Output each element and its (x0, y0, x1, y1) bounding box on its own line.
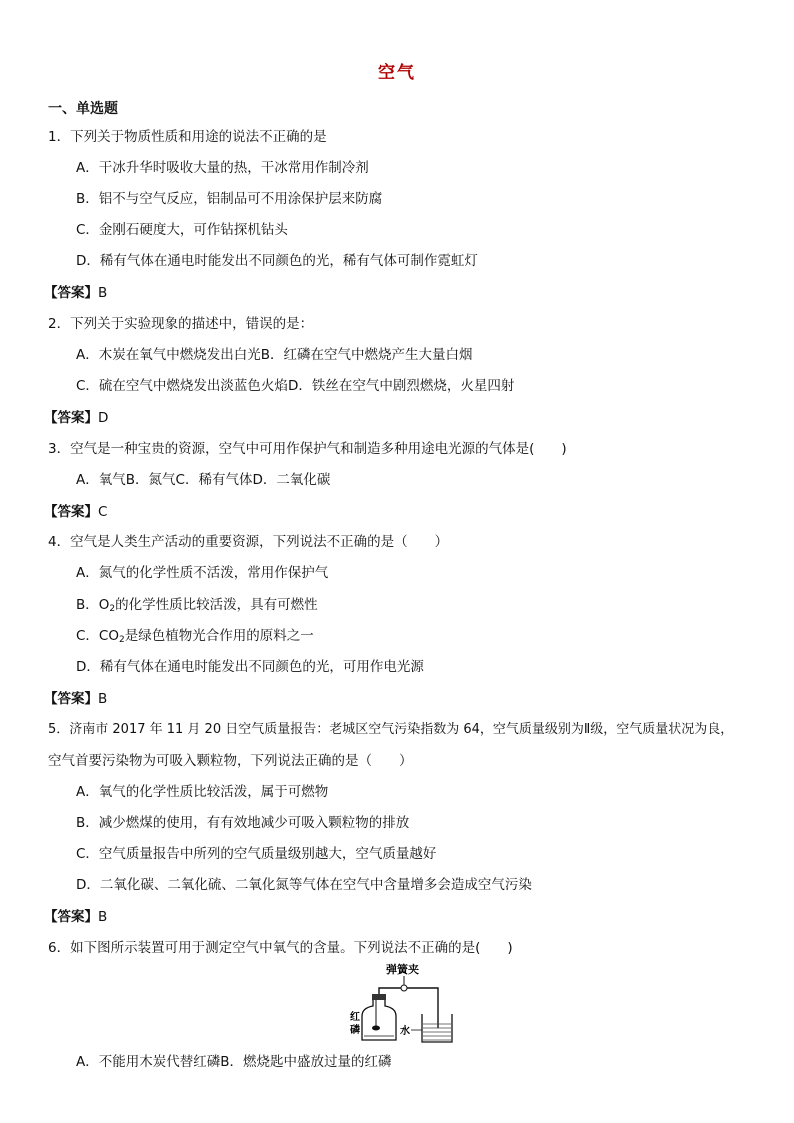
connecting-tube (379, 988, 438, 1028)
phosphorus-label-2: 磷 (350, 1025, 360, 1036)
question-3-option-c: C．稀有气体 (175, 472, 253, 488)
answer-label: 【答案】 (44, 909, 98, 925)
section-heading: 一、单选题 (48, 101, 118, 117)
question-4-option-b (76, 596, 318, 618)
question-6-option-b: B．燃烧匙中盛放过量的红磷 (220, 1054, 392, 1070)
question-5-option-b: B．减少燃煤的使用，有有效地减少可吸入颗粒物的排放 (76, 815, 410, 831)
question-4-stem: 4．空气是人类生产活动的重要资源，下列说法不正确的是（ ） (48, 534, 449, 550)
question-3-option-a: A．氧气 (76, 472, 126, 488)
question-2-stem: 2．下列关于实验现象的描述中，错误的是： (48, 316, 314, 332)
answer-label: 【答案】 (44, 691, 98, 707)
question-5-option-a: A．氧气的化学性质比较活泼，属于可燃物 (76, 784, 329, 800)
option-b-text: 的化学性质比较活泼，具有可燃性 (115, 597, 318, 613)
clamp-label: 弹簧夹 (386, 963, 419, 976)
question-4-option-d: D．稀有气体在通电时能发出不同颜色的光，可用作电光源 (76, 659, 424, 675)
question-3-option-d: D．二氧化碳 (252, 472, 331, 488)
question-2-option-d: D．铁丝在空气中剧烈燃烧，火星四射 (287, 378, 515, 394)
red-phosphorus (372, 1026, 380, 1031)
question-2-option-c: C．硫在空气中燃烧发出淡蓝色火焰 (76, 378, 288, 394)
beaker-water (423, 1024, 451, 1040)
question-5-stem-line-2: 空气首要污染物为可吸入颗粒物，下列说法正确的是（ ） (48, 753, 413, 769)
spring-clamp (401, 985, 407, 991)
collection-bottle (362, 1000, 396, 1040)
question-1-stem: 1．下列关于物质性质和用途的说法不正确的是 (48, 129, 327, 145)
question-2-options-row-1 (76, 346, 473, 364)
answer-label: 【答案】 (44, 410, 98, 426)
question-1-option-a: A．干冰升华时吸收大量的热，干冰常用作制冷剂 (76, 160, 369, 176)
question-3-options-row (76, 471, 330, 489)
subscript: 2 (118, 635, 125, 645)
answer-label: 【答案】 (44, 285, 98, 301)
question-2-option-b: B．红磷在空气中燃烧产生大量白烟 (260, 347, 473, 363)
page-title: 空气 (378, 63, 416, 83)
question-3-stem: 3．空气是一种宝贵的资源，空气中可用作保护气和制造多种用途电光源的气体是( ) (48, 441, 567, 457)
question-4-option-c (76, 627, 314, 649)
answer-value: B (98, 285, 108, 301)
question-2-answer (44, 409, 108, 427)
subscript: 2 (109, 604, 116, 614)
option-c-text: 是绿色植物光合作用的原料之一 (124, 628, 314, 644)
option-c-prefix: C．CO (76, 628, 119, 644)
question-3-answer (44, 503, 107, 521)
answer-value: C (98, 504, 108, 520)
answer-value: D (98, 410, 109, 426)
option-b-prefix: B．O (76, 597, 110, 613)
water-label: 水 (400, 1026, 410, 1037)
question-6-option-a: A．不能用木炭代替红磷 (76, 1054, 221, 1070)
answer-value: B (98, 909, 108, 925)
question-1-option-b: B．铝不与空气反应，铝制品可不用涂保护层来防腐 (76, 191, 383, 207)
question-1-option-d: D．稀有气体在通电时能发出不同颜色的光，稀有气体可制作霓虹灯 (76, 253, 478, 269)
question-2-options-row-2 (76, 377, 514, 395)
question-2-option-a: A．木炭在氧气中燃烧发出白光 (76, 347, 261, 363)
question-4-answer (44, 690, 107, 708)
stopper (372, 994, 386, 1000)
question-1-option-c: C．金刚石硬度大，可作钻探机钻头 (76, 222, 288, 238)
question-3-option-b: B．氮气 (125, 472, 176, 488)
question-6-stem: 6．如下图所示装置可用于测定空气中氧气的含量。下列说法不正确的是( ) (48, 940, 513, 956)
question-5-stem-line-1: 5．济南市 2017 年 11 月 20 日空气质量报告：老城区空气污染指数为 64，空气质量级别为Ⅱ级，空气质量状况为良， (48, 722, 734, 737)
oxygen-apparatus-diagram (348, 962, 458, 1048)
question-5-answer (44, 908, 107, 926)
question-5-option-d: D．二氧化碳、二氧化硫、二氧化氮等气体在空气中含量增多会造成空气污染 (76, 877, 532, 893)
question-5-option-c: C．空气质量报告中所列的空气质量级别越大，空气质量越好 (76, 846, 437, 862)
answer-value: B (98, 691, 108, 707)
answer-label: 【答案】 (44, 504, 98, 520)
question-4-option-a: A．氮气的化学性质不活泼，常用作保护气 (76, 565, 329, 581)
question-1-answer (44, 284, 107, 302)
question-6-options-row (76, 1053, 392, 1071)
phosphorus-label-1: 红 (350, 1012, 360, 1023)
